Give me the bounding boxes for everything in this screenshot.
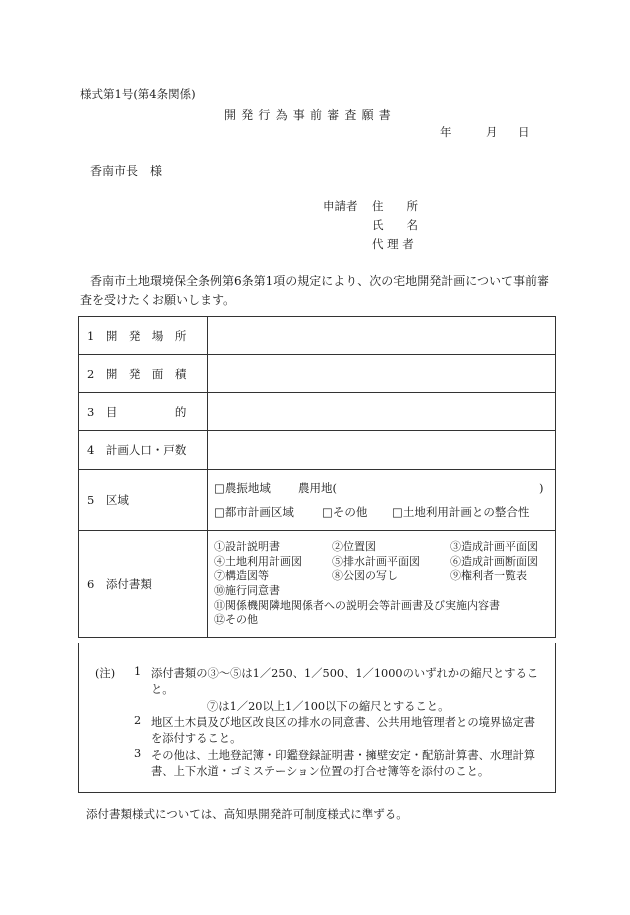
attachment-item: ⑥造成計画断面図 bbox=[450, 554, 538, 568]
note-number: 3 bbox=[134, 747, 142, 760]
note-text: その他は、土地登記簿・印鑑登録証明書・擁壁安定・配筋計算書、水理計算 bbox=[151, 749, 536, 762]
page-title: 開発行為事前審査願書 bbox=[224, 108, 397, 122]
attachment-item: ①設計説明書 bbox=[214, 540, 280, 554]
purpose-field[interactable] bbox=[208, 393, 556, 431]
date-day: 日 bbox=[518, 125, 530, 139]
attachment-item: ⑩施行同意書 bbox=[214, 584, 280, 597]
row-label-zone: 5 区域 bbox=[79, 470, 208, 531]
zone-close-paren: ) bbox=[539, 481, 544, 495]
attachment-item: ③造成計画平面図 bbox=[450, 540, 538, 554]
date-line bbox=[440, 124, 530, 140]
notes-box bbox=[78, 643, 556, 793]
note-number: 1 bbox=[134, 665, 142, 678]
applicant-heading: 申請者 bbox=[323, 199, 358, 213]
attachments-list bbox=[208, 531, 556, 638]
attachment-item: ⑨権利者一覧表 bbox=[450, 569, 527, 583]
row-label-attachments: 6 添付書類 bbox=[79, 531, 208, 638]
addressee: 香南市長 様 bbox=[90, 164, 163, 178]
table-row bbox=[79, 393, 556, 431]
attachment-item: ⑧公図の写し bbox=[332, 569, 398, 583]
applicant-address-label: 住 所 bbox=[372, 199, 418, 213]
location-field[interactable] bbox=[208, 317, 556, 355]
zone-checkbox-agri[interactable]: □農振地域 bbox=[214, 481, 271, 495]
application-table bbox=[78, 316, 556, 638]
intro-text: 香南市土地環境保全条例第6条第1項の規定により、次の宅地開発計画について事前審査を受けたくお願いします。 bbox=[80, 274, 550, 307]
table-row bbox=[79, 355, 556, 393]
attachment-item: ④土地利用計画図 bbox=[214, 554, 302, 568]
zone-options bbox=[208, 470, 556, 531]
attachment-item: ⑪関係機関隣地関係者への説明会等計画書及び実施内容書 bbox=[214, 598, 500, 612]
table-row bbox=[79, 431, 556, 470]
note-number: 2 bbox=[134, 714, 142, 727]
note-text: を添付すること。 bbox=[151, 732, 242, 745]
date-month: 月 bbox=[486, 125, 498, 139]
row-label-purpose: 3 目 的 bbox=[79, 393, 208, 431]
date-year: 年 bbox=[440, 125, 452, 139]
note-text: 添付書類の③～⑤は1／250、1／500、1／1000のいずれかの縮尺とするこ bbox=[151, 667, 539, 680]
note-text: 地区土木員及び地区改良区の排水の同意書、公共用地管理者との境界協定書 bbox=[151, 716, 536, 729]
row-label-location: 1 開 発 場 所 bbox=[79, 317, 208, 355]
note-text: と。 bbox=[151, 683, 174, 696]
row-label-population: 4 計画人口・戸数 bbox=[79, 431, 208, 470]
form-label: 様式第1号(第4条関係) bbox=[80, 87, 196, 101]
zone-checkbox-urban[interactable]: □都市計画区域 bbox=[214, 505, 294, 519]
note-text: 書、上下水道・ゴミステーション位置の打合せ簿等を添付のこと。 bbox=[151, 765, 490, 778]
row-label-area: 2 開 発 面 積 bbox=[79, 355, 208, 393]
zone-farmland-label: 農用地( bbox=[298, 481, 337, 495]
attachment-item: ⑫その他 bbox=[214, 613, 258, 627]
table-row bbox=[79, 531, 556, 638]
applicant-name-label: 氏 名 bbox=[372, 218, 418, 232]
attachment-item: ⑦構造図等 bbox=[214, 569, 269, 583]
zone-checkbox-other[interactable]: □その他 bbox=[322, 505, 368, 519]
note-text: ⑦は1／20以上1／100以下の縮尺とすること。 bbox=[207, 700, 450, 713]
area-field[interactable] bbox=[208, 355, 556, 393]
attachment-item: ⑤排水計画平面図 bbox=[332, 554, 420, 568]
population-field[interactable] bbox=[208, 431, 556, 470]
table-row bbox=[79, 317, 556, 355]
attachment-item: ②位置図 bbox=[332, 540, 376, 554]
table-row bbox=[79, 470, 556, 531]
zone-checkbox-consistency[interactable]: □土地利用計画との整合性 bbox=[392, 505, 530, 519]
notes-label: (注) bbox=[95, 667, 116, 680]
applicant-agent-label: 代 理 者 bbox=[372, 237, 414, 251]
footer-note: 添付書類様式については、高知県開発許可制度様式に準ずる。 bbox=[86, 807, 408, 821]
